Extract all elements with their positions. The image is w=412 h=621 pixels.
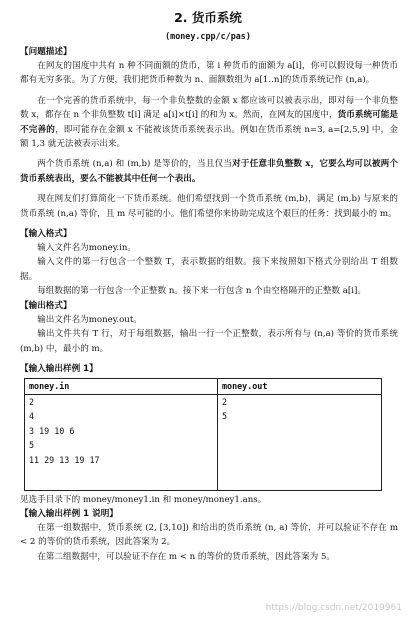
problem-filename: (money.cpp/c/pas) xyxy=(165,31,251,41)
description-paragraph-1: 在网友的国度中共有 n 种不同面额的货币，第 i 种货币的面额为 a[i]，你可以假设每一种货币都有无穷多张。为了方便，我们把货币种数为 n、面额数组为 a[1..n]的货币系统记作 (n,a)。 xyxy=(20,61,398,86)
sample-explanation-2: 在第二组数据中，可以验证不存在 m < n 的等价的货币系统，因此答案为 5。 xyxy=(37,551,336,562)
description-paragraph-3 xyxy=(20,157,398,186)
section-sample-explanation-heading: 【输入输出样例 1 说明】 xyxy=(20,508,118,519)
sample-input-line: 2 xyxy=(29,396,35,407)
sample-output-line: 5 xyxy=(222,411,228,422)
output-format-line-2: 输出文件共有 T 行，对于每组数据，输出一行一个正整数，表示所有与 (n,a) 等价的货币系统 (m,b) 中，最小的 m。 xyxy=(20,329,398,354)
problem-title: 2. 货币系统 xyxy=(174,10,242,25)
input-format-line-2: 输入文件的第一行包含一个整数 T，表示数据的组数。接下来按照如下格式分别给出 T 组数据。 xyxy=(20,257,398,282)
section-input-format-heading: 【输入格式】 xyxy=(20,229,72,240)
bold-text-run: 货币系统可能是不完善的 xyxy=(20,110,398,135)
sample-input-cell xyxy=(25,394,218,490)
watermark-text: https://blog.csdn.net/2019961 xyxy=(265,602,402,613)
text-run: 两个货币系统 (n,a) 和 (m,b) 是等价的，当且仅当 xyxy=(37,159,233,170)
description-paragraph-4: 现在网友们打算简化一下货币系统。他们希望找到一个货币系统 (m,b)，满足 (m,b) 与原来的货币系统 (n,a) 等价，且 m 尽可能的小。他们希望你来协助完成这个艰巨的任务：找到最小的 m。 xyxy=(20,194,398,219)
sample-input-line: 3 19 10 6 xyxy=(29,425,75,436)
sample-io-table xyxy=(24,378,382,491)
sample-input-line: 4 xyxy=(29,411,35,422)
table-header-row xyxy=(25,378,382,394)
section-sample-heading: 【输入输出样例 1】 xyxy=(20,363,98,374)
table-header-output: money.out xyxy=(218,378,382,394)
sample-input-line: 11 29 13 19 17 xyxy=(29,454,100,465)
section-output-format-heading: 【输出格式】 xyxy=(20,300,72,311)
bold-text-run: 对于任意非负整数 x，它要么均可以被两个货币系统表出，要么不能被其中任何一个表出。 xyxy=(20,159,398,184)
sample-input-line: 5 xyxy=(29,440,35,451)
table-header-input: money.in xyxy=(25,378,218,394)
input-format-line-3: 每组数据的第一行包含一个正整数 n。接下来一行包含 n 个由空格隔开的正整数 a[i]。 xyxy=(37,286,366,297)
text-run: ，即可能存在金额 x 不能被该货币系统表示出。例如在货币系统 n=3, a=[2,5,9] 中，金额 1,3 就无法被表示出来。 xyxy=(20,124,398,150)
text-run: 在一个完善的货币系统中，每一个非负整数的金额 x 都应该可以被表示出，即对每一个非负整数 x，都存在 n 个非负整数 t[i] 满足 a[i]×t[i] 的和为 x。然而，在网友的国度中， xyxy=(20,95,398,121)
sample-output-line: 2 xyxy=(222,396,228,407)
table-row xyxy=(25,394,382,490)
input-format-line-1: 输入文件名为money.in。 xyxy=(37,243,137,254)
description-paragraph-2 xyxy=(20,94,398,152)
output-format-line-1: 输出文件名为money.out。 xyxy=(37,314,142,325)
sample-output-cell xyxy=(218,394,382,490)
section-description-heading: 【问题描述】 xyxy=(20,47,72,57)
sample-explanation-1: 在第一组数据中，货币系统 (2, [3,10]) 和给出的货币系统 (n, a) 等价，并可以验证不存在 m < 2 的等价的货币系统，因此答案为 2。 xyxy=(20,522,398,548)
sample-files-note: 见选手目录下的 money/money1.in 和 money/money1.ans。 xyxy=(20,494,267,505)
